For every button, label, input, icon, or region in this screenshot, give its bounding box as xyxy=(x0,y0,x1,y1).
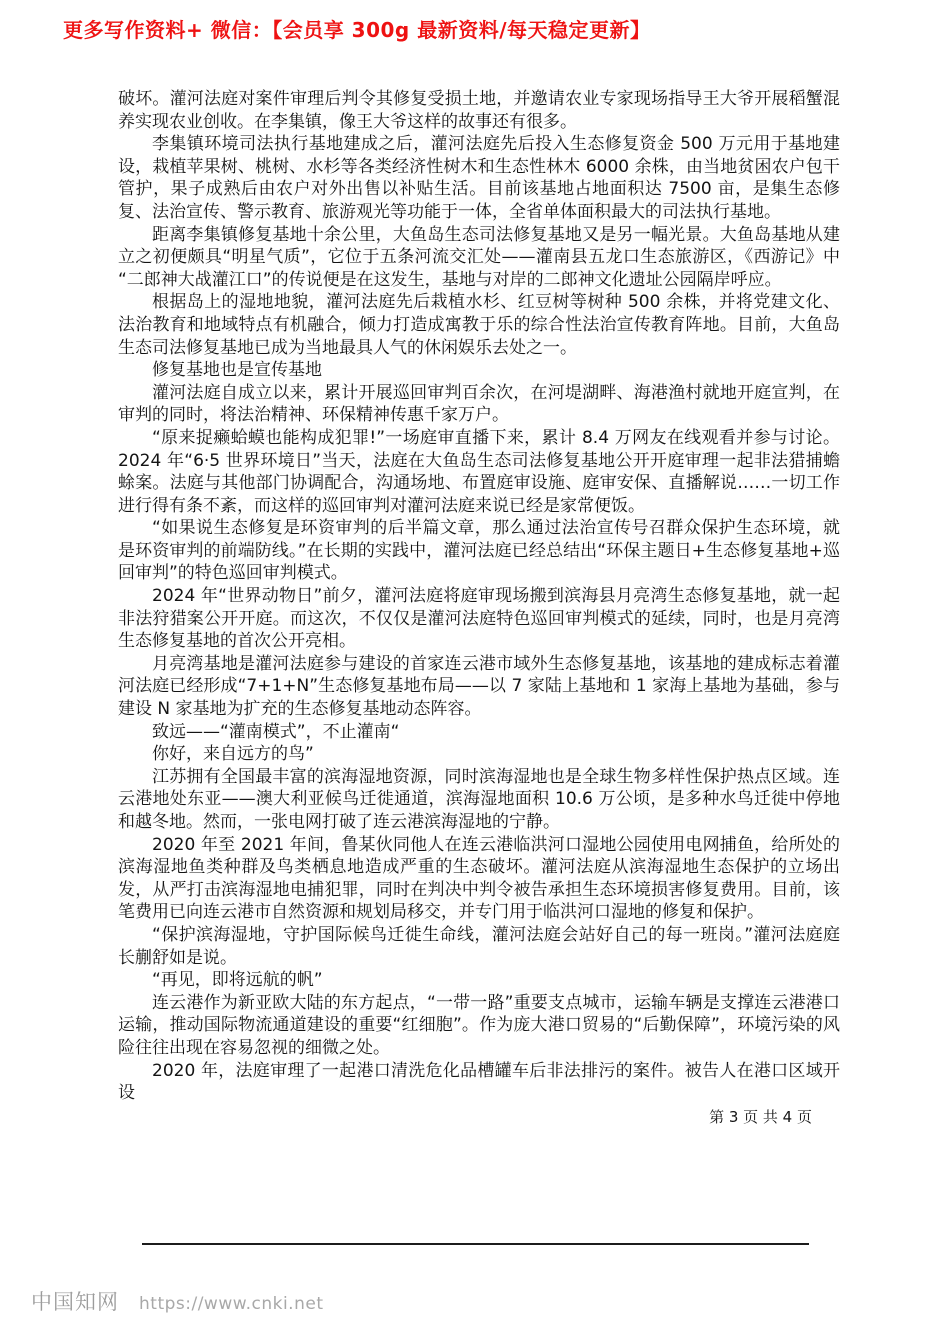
paragraph: “如果说生态修复是环资审判的后半篇文章，那么通过法治宣传号召群众保护生态环境，就是环资审判的前端防线。”在长期的实践中，灌河法庭已经总结出“环保主题日+生态修复基地+巡回审判”的特色巡回审判模式。 xyxy=(118,518,840,584)
paragraph: 2024 年“世界动物日”前夕，灌河法庭将庭审现场搬到滨海县月亮湾生态修复基地，就一起非法狩猎案公开开庭。而这次，不仅仅是灌河法庭特色巡回审判模式的延续，同时，也是月亮湾生态修复基地的首次公开亮相。 xyxy=(118,586,840,652)
document-body xyxy=(118,88,840,1105)
paragraph: 破坏。灌河法庭对案件审理后判令其修复受损土地，并邀请农业专家现场指导王大爷开展稻蟹混养实现农业创收。在李集镇，像王大爷这样的故事还有很多。 xyxy=(118,89,840,132)
paragraph: “再见，即将远航的帆” xyxy=(152,970,323,991)
cnki-url[interactable]: https://www.cnki.net xyxy=(139,1294,324,1314)
paragraph: 李集镇环境司法执行基地建成之后，灌河法庭先后投入生态修复资金 500 万元用于基地建设，栽植苹果树、桃树、水杉等各类经济性树木和生态性林木 6000 余株，由当地贫困农户包干管护，果子成熟后由农户对外出售以补贴生活。目前该基地占地面积达 7500 亩，是集生态修复、法治宣传、警示教育、旅游观光等功能于一体，全省单体面积最大的司法执行基地。 xyxy=(118,134,840,222)
paragraph: 致远——“灌南模式”，不止灌南“ xyxy=(152,721,400,742)
paragraph: 江苏拥有全国最丰富的滨海湿地资源，同时滨海湿地也是全球生物多样性保护热点区域。连云港地处东亚——澳大利亚候鸟迁徙通道，滨海湿地面积 10.6 万公顷，是多种水鸟迁徙中停地和越冬地。然而，一张电网打破了连云港滨海湿地的宁静。 xyxy=(118,766,840,832)
page-indicator: 第 3 页 共 4 页 xyxy=(709,1108,812,1126)
paragraph: 修复基地也是宣传基地 xyxy=(152,360,322,381)
footer xyxy=(31,1286,323,1316)
paragraph: 连云港作为新亚欧大陆的东方起点，“一带一路”重要支点城市，运输车辆是支撑连云港港口运输，推动国际物流通道建设的重要“红细胞”。作为庞大港口贸易的“后勤保障”，环境污染的风险往往出现在容易忽视的细微之处。 xyxy=(118,992,840,1058)
paragraph: 距离李集镇修复基地十余公里，大鱼岛生态司法修复基地又是另一幅光景。大鱼岛基地从建立之初便颇具“明星气质”，它位于五条河流交汇处——灌南县五龙口生态旅游区，《西游记》中“二郎神大战灌江口”的传说便是在这发生，基地与对岸的二郎神文化遗址公园隔岸呼应。 xyxy=(118,224,840,290)
paragraph: 灌河法庭自成立以来，累计开展巡回审判百余次，在河堤湖畔、海港渔村就地开庭宣判，在审判的同时，将法治精神、环保精神传惠千家万户。 xyxy=(118,382,840,426)
promo-banner: 更多写作资料+ 微信：【会员享 300g 最新资料/每天稳定更新】 xyxy=(63,18,651,42)
paragraph: 根据岛上的湿地地貌，灌河法庭先后栽植水杉、红豆树等树种 500 余株，并将党建文化、法治教育和地域特点有机融合，倾力打造成寓教于乐的综合性法治宣传教育阵地。目前，大鱼岛生态司法修复基地已成为当地最具人气的休闲娱乐去处之一。 xyxy=(118,292,840,358)
paragraph: “原来捉癞蛤蟆也能构成犯罪!”一场庭审直播下来，累计 8.4 万网友在线观看并参与讨论。2024 年“6·5 世界环境日”当天，法庭在大鱼岛生态司法修复基地公开开庭审理一起非法猎捕蟾蜍案。法庭与其他部门协调配合，沟通场地、布置庭审设施、庭审安保、直播解说……一切工作进行得有条不紊，而这样的巡回审判对灌河法庭来说已经是家常便饭。 xyxy=(118,427,840,516)
cnki-logo-text: 中国知网 xyxy=(31,1290,119,1314)
paragraph: “保护滨海湿地，守护国际候鸟迁徙生命线，灌河法庭会站好自己的每一班岗。”灌河法庭庭长蒯舒如是说。 xyxy=(118,924,840,968)
paragraph: 月亮湾基地是灌河法庭参与建设的首家连云港市域外生态修复基地，该基地的建成标志着灌河法庭已经形成“7+1+N”生态修复基地布局——以 7 家陆上基地和 1 家海上基地为基础，参与建设 N 家基地为扩充的生态修复基地动态阵容。 xyxy=(118,653,840,720)
paragraph: 你好，来自远方的鸟” xyxy=(152,744,314,765)
footer-divider xyxy=(142,1243,809,1245)
paragraph: 2020 年至 2021 年间，鲁某伙同他人在连云港临洪河口湿地公园使用电网捕鱼，给所处的滨海湿地鱼类种群及鸟类栖息地造成严重的生态破坏。灌河法庭从滨海湿地生态保护的立场出发，从严打击滨海湿地电捕犯罪，同时在判决中判令被告承担生态环境损害修复费用。目前，该笔费用已向连云港市自然资源和规划局移交，并专门用于临洪河口湿地的修复和保护。 xyxy=(118,834,840,923)
paragraph: 2020 年，法庭审理了一起港口清洗危化品槽罐车后非法排污的案件。被告人在港口区域开设 xyxy=(118,1060,840,1104)
